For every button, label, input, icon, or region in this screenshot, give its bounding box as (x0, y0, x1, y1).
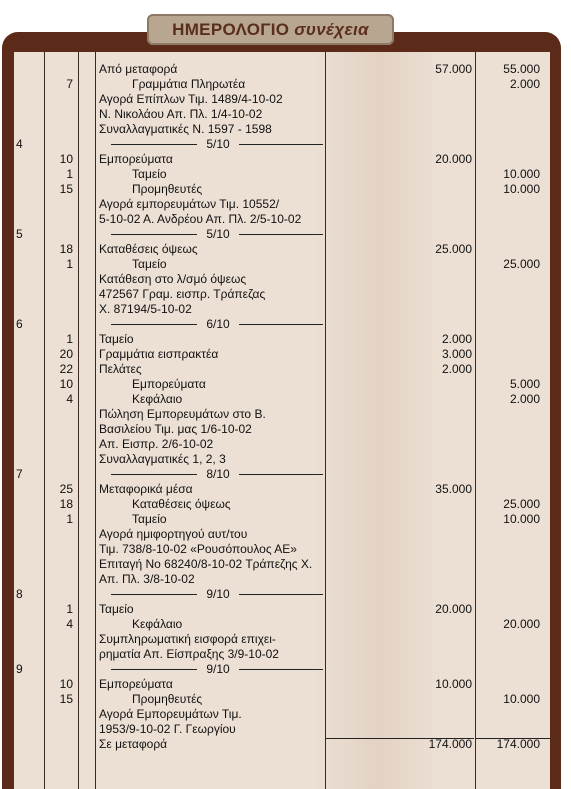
journal-entry-row (14, 542, 550, 557)
entry-description: 5-10-02 Α. Ανδρέου Απ. Πλ. 2/5-10-02 (99, 212, 302, 226)
journal-entry-row (14, 557, 550, 572)
separator-rule-right (239, 594, 323, 595)
account-code: 10 (59, 377, 73, 391)
entry-description: Ταμείο (132, 512, 167, 526)
journal-entry-row (14, 62, 550, 77)
credit-amount: 25.000 (503, 257, 540, 271)
journal-entry-row (14, 347, 550, 362)
journal-entry-row (14, 482, 550, 497)
separator-date: 5/10 (206, 227, 230, 241)
journal-entry-row (14, 257, 550, 272)
account-code: 1 (66, 257, 73, 271)
entry-description: Κατάθεση στο λ/σμό όψεως (99, 272, 247, 286)
entry-description: Απ. Εισπρ. 2/6-10-02 (99, 437, 214, 451)
entry-description: Αγορά Εμπορευμάτων Τιμ. (99, 707, 242, 721)
entry-description: 472567 Γραμ. εισπρ. Τράπεζας (99, 287, 266, 301)
separator-rule-right (239, 474, 323, 475)
credit-amount: 20.000 (503, 617, 540, 631)
separator-rule-right (239, 144, 323, 145)
separator-rule-right (239, 234, 323, 235)
date-separator (111, 662, 323, 677)
journal-entry-row (14, 77, 550, 92)
debit-amount: 174.000 (428, 737, 472, 751)
date-separator (111, 227, 323, 242)
journal-entry-row (14, 722, 550, 737)
account-code: 15 (59, 692, 73, 706)
journal-entry-row (14, 737, 550, 752)
date-separator (111, 467, 323, 482)
credit-amount: 10.000 (503, 182, 540, 196)
entry-description: Κεφάλαιο (132, 392, 183, 406)
credit-amount: 55.000 (503, 62, 540, 76)
journal-entry-row (14, 272, 550, 287)
date-separator (111, 137, 323, 152)
journal-entry-row (14, 212, 550, 227)
journal-entry-row (14, 422, 550, 437)
separator-rule-left (111, 474, 197, 475)
entry-description: Μεταφορικά μέσα (99, 482, 193, 496)
separator-rule-left (111, 144, 197, 145)
credit-amount: 2.000 (509, 77, 540, 91)
account-code: 4 (66, 392, 73, 406)
separator-rule-left (111, 234, 197, 235)
entry-description: Χ. 87194/5-10-02 (99, 302, 192, 316)
entry-description: Εμπορεύματα (132, 377, 206, 391)
day-number: 7 (16, 467, 23, 481)
journal-entry-row (14, 287, 550, 302)
journal-entry-row (14, 707, 550, 722)
journal-title-continued: συνέχεια (294, 19, 369, 39)
entry-description: Συμπληρωματική εισφορά επιχει- (99, 632, 276, 646)
credit-amount: 10.000 (503, 167, 540, 181)
journal-entry-row (14, 437, 550, 452)
separator-date: 5/10 (206, 137, 230, 151)
entry-description: Προμηθευτές (132, 182, 203, 196)
entry-description: Συναλλαγματικές 1, 2, 3 (99, 452, 226, 466)
day-number: 5 (16, 227, 23, 241)
entry-description: Εμπορεύματα (99, 677, 173, 691)
journal-entry-row (14, 512, 550, 527)
entry-description: Επιταγή Νο 68240/8-10-02 Τράπεζης Χ. (99, 557, 313, 571)
date-separator (111, 317, 323, 332)
debit-amount: 3.000 (441, 347, 472, 361)
entry-description: Προμηθευτές (132, 692, 203, 706)
journal-entry-row (14, 152, 550, 167)
credit-amount: 10.000 (503, 512, 540, 526)
entry-description: Αγορά Επίπλων Τιμ. 1489/4-10-02 (99, 92, 283, 106)
journal-entry-row (14, 302, 550, 317)
journal-entry-row (14, 182, 550, 197)
entry-description: Ν. Νικολάου Απ. Πλ. 1/4-10-02 (99, 107, 263, 121)
journal-entry-row (14, 647, 550, 662)
journal-entry-row (14, 572, 550, 587)
journal-entry-row (14, 107, 550, 122)
journal-entry-row (14, 362, 550, 377)
entry-description: Τιμ. 738/8-10-02 «Ρουσόπουλος ΑΕ» (99, 542, 297, 556)
debit-amount: 10.000 (435, 677, 472, 691)
journal-entry-row (14, 332, 550, 347)
journal-entry-row (14, 392, 550, 407)
date-separator (111, 587, 323, 602)
debit-amount: 57.000 (435, 62, 472, 76)
debit-amount: 35.000 (435, 482, 472, 496)
journal-entry-row (14, 617, 550, 632)
journal-entry-row (14, 527, 550, 542)
entry-description: Γραμμάτια Πληρωτέα (132, 77, 246, 91)
account-code: 20 (59, 347, 73, 361)
separator-date: 9/10 (206, 662, 230, 676)
debit-amount: 20.000 (435, 602, 472, 616)
entry-description: Πελάτες (99, 362, 142, 376)
separator-rule-left (111, 669, 197, 670)
day-number: 6 (16, 317, 23, 331)
journal-entry-row (14, 242, 550, 257)
entry-description: Καταθέσεις όψεως (132, 497, 231, 511)
entry-description: Αγορά εμπορευμάτων Τιμ. 10552/ (99, 197, 280, 211)
debit-amount: 25.000 (435, 242, 472, 256)
separator-rule-right (239, 669, 323, 670)
separator-date: 8/10 (206, 467, 230, 481)
journal-page (14, 52, 550, 789)
entry-description: Κεφάλαιο (132, 617, 183, 631)
separator-rule-left (111, 324, 197, 325)
entry-description: Πώληση Εμπορευμάτων στο Β. (99, 407, 266, 421)
entry-description: Γραμμάτια εισπρακτέα (99, 347, 219, 361)
account-code: 25 (59, 482, 73, 496)
account-code: 10 (59, 677, 73, 691)
account-code: 4 (66, 617, 73, 631)
separator-date: 9/10 (206, 587, 230, 601)
entry-description: Καταθέσεις όψεως (99, 242, 198, 256)
day-number: 4 (16, 137, 23, 151)
entry-description: Βασιλείου Τιμ. μας 1/6-10-02 (99, 422, 252, 436)
entry-description: Συναλλαγματικές Ν. 1597 - 1598 (99, 122, 272, 136)
credit-amount: 25.000 (503, 497, 540, 511)
entry-description: Από μεταφορά (99, 62, 178, 76)
entry-description: 1953/9-10-02 Γ. Γεωργίου (99, 722, 236, 736)
day-number: 9 (16, 662, 23, 676)
separator-rule-right (239, 324, 323, 325)
entry-description: Εμπορεύματα (99, 152, 173, 166)
account-code: 1 (66, 602, 73, 616)
entry-description: Σε μεταφορά (99, 737, 168, 751)
journal-entry-row (14, 122, 550, 137)
entry-description: Αγορά ημιφορτηγού αυτ/του (99, 527, 248, 541)
account-code: 15 (59, 182, 73, 196)
credit-amount: 5.000 (509, 377, 540, 391)
journal-entry-row (14, 677, 550, 692)
account-code: 1 (66, 167, 73, 181)
credit-amount: 174.000 (496, 737, 540, 751)
entry-description: Απ. Πλ. 3/8-10-02 (99, 572, 195, 586)
journal-entry-row (14, 407, 550, 422)
journal-entry-row (14, 197, 550, 212)
journal-entry-row (14, 377, 550, 392)
journal-entry-row (14, 692, 550, 707)
credit-amount: 2.000 (509, 392, 540, 406)
entry-description: ρηματία Απ. Είσπραξης 3/9-10-02 (99, 647, 279, 661)
journal-entry-row (14, 167, 550, 182)
journal-entry-row (14, 452, 550, 467)
entry-description: Ταμείο (132, 167, 167, 181)
separator-date: 6/10 (206, 317, 230, 331)
debit-amount: 2.000 (441, 362, 472, 376)
separator-rule-left (111, 594, 197, 595)
account-code: 7 (66, 77, 73, 91)
journal-title: ΗΜΕΡΟΛΟΓΙΟ (172, 19, 290, 39)
journal-entry-row (14, 632, 550, 647)
journal-entry-row (14, 497, 550, 512)
journal-entry-row (14, 92, 550, 107)
entry-description: Ταμείο (99, 602, 134, 616)
entry-description: Ταμείο (99, 332, 134, 346)
account-code: 1 (66, 512, 73, 526)
debit-amount: 20.000 (435, 152, 472, 166)
journal-entry-row (14, 602, 550, 617)
credit-amount: 10.000 (503, 692, 540, 706)
debit-amount: 2.000 (441, 332, 472, 346)
account-code: 18 (59, 497, 73, 511)
account-code: 10 (59, 152, 73, 166)
journal-title-banner (147, 14, 394, 45)
account-code: 1 (66, 332, 73, 346)
account-code: 22 (59, 362, 73, 376)
day-number: 8 (16, 587, 23, 601)
account-code: 18 (59, 242, 73, 256)
entry-description: Ταμείο (132, 257, 167, 271)
